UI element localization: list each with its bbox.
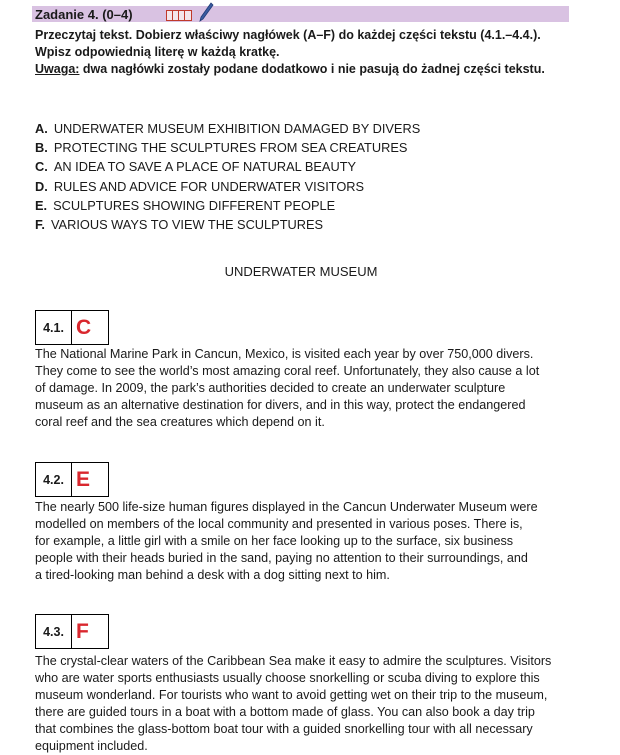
heading-option	[35, 157, 595, 176]
option-text: UNDERWATER MUSEUM EXHIBITION DAMAGED BY DIVERS	[53, 121, 421, 136]
score-box	[185, 11, 191, 20]
option-letter: D.	[35, 178, 48, 194]
option-letter: E.	[35, 197, 48, 213]
paragraph-line: museum wonderland. For tourists who want to avoid getting wet on their trip to the museum,	[35, 688, 548, 702]
heading-option	[35, 138, 595, 157]
heading-options-list	[35, 119, 595, 234]
paragraph-line: The crystal-clear waters of the Caribbean Sea make it easy to admire the sculptures. Visitors	[35, 654, 552, 668]
task-title: Zadanie 4. (0–4)	[35, 7, 133, 22]
score-boxes	[166, 10, 192, 21]
instruction-line: Przeczytaj tekst. Dobierz właściwy nagłówek (A–F) do każdej części tekstu (4.1.–4.4.).	[35, 28, 541, 42]
answer-number: 4.3.	[36, 615, 72, 648]
answer-input[interactable]: E	[76, 467, 91, 491]
option-text: SCULPTURES SHOWING DIFFERENT PEOPLE	[53, 197, 336, 213]
task-instructions	[35, 27, 595, 78]
answer-number: 4.1.	[36, 311, 72, 344]
note-line	[35, 61, 595, 78]
paragraph-line: people with their heads buried in the sand, paying no attention to their surroundings, and	[35, 551, 528, 565]
heading-option	[35, 119, 595, 138]
answer-box-4-1	[35, 310, 109, 345]
paragraph-line: The National Marine Park in Cancun, Mexico, is visited each year by over 750,000 divers.	[35, 347, 534, 361]
heading-option	[35, 215, 595, 234]
paragraph-line: coral reef and the sea creatures which depend on it.	[35, 415, 325, 429]
instruction-line: Wpisz odpowiednią literę w każdą kratkę.	[35, 45, 280, 59]
option-text: PROTECTING THE SCULPTURES FROM SEA CREATURES	[53, 140, 408, 156]
option-letter: A.	[35, 121, 48, 136]
section-paragraph	[35, 653, 575, 755]
paragraph-line: who are water sports enthusiasts usually choose snorkelling or scuba diving to explore this	[35, 671, 540, 685]
pen-icon	[198, 2, 214, 22]
section-paragraph	[35, 346, 575, 431]
option-text: VARIOUS WAYS TO VIEW THE SCULPTURES	[50, 217, 324, 233]
answer-number: 4.2.	[36, 463, 72, 496]
paragraph-line: for example, a little girl with a smile on her face looking up to the surface, six business	[35, 534, 514, 548]
paragraph-line: that combines the glass-bottom boat tour with a guided snorkelling tour with all necessary	[35, 722, 533, 736]
heading-option	[35, 196, 595, 215]
answer-box-4-3	[35, 614, 109, 649]
paragraph-line: there are guided tours in a boat with a bottom made of glass. You can also book a day trip	[35, 705, 535, 719]
answer-input[interactable]: C	[76, 315, 92, 339]
option-text: AN IDEA TO SAVE A PLACE OF NATURAL BEAUTY	[53, 159, 357, 175]
paragraph-line: The nearly 500 life-size human figures displayed in the Cancun Underwater Museum were	[35, 500, 538, 514]
answer-input[interactable]: F	[76, 619, 89, 643]
option-letter: C.	[35, 159, 48, 175]
text-title: UNDERWATER MUSEUM	[224, 264, 378, 279]
answer-box-4-2	[35, 462, 109, 497]
paragraph-line: equipment included.	[35, 739, 148, 753]
section-paragraph	[35, 499, 575, 584]
paragraph-line: a tired-looking man behind a desk with a dog sitting next to him.	[35, 568, 390, 582]
note-text: dwa nagłówki zostały podane dodatkowo i nie pasują do żadnej części tekstu.	[79, 62, 545, 76]
paragraph-line: modelled on members of the local community and presented in various poses. There is,	[35, 517, 523, 531]
paragraph-line: They come to see the world’s most amazing coral reef. Unfortunately, they also cause a lot	[35, 364, 540, 378]
option-letter: B.	[35, 140, 48, 156]
paragraph-line: of damage. In 2009, the park’s authorities decided to create an underwater sculpture	[35, 381, 506, 395]
note-label: Uwaga:	[35, 62, 80, 76]
heading-option	[35, 177, 595, 196]
option-text: RULES AND ADVICE FOR UNDERWATER VISITORS	[53, 178, 365, 194]
paragraph-line: museum as an alternative destination for divers, and in this way, protect the endangered	[35, 398, 526, 412]
option-letter: F.	[35, 217, 45, 233]
